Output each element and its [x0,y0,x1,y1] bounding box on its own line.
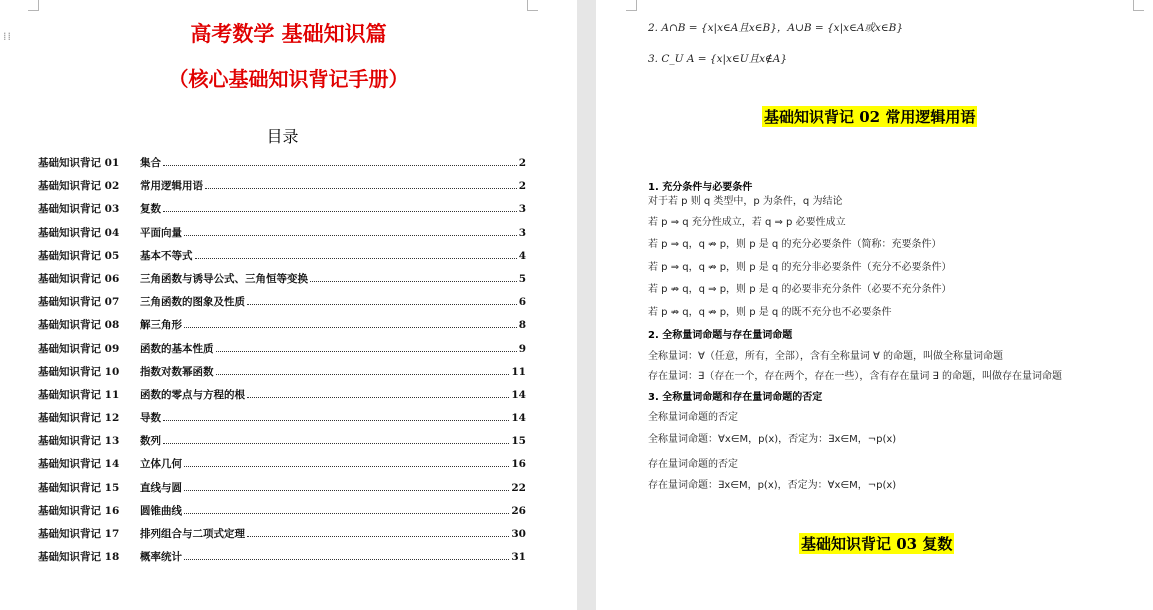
table-of-contents [38,155,526,572]
toc-entry-name: 概率统计 [140,551,182,564]
toc-entry[interactable] [38,178,526,201]
drag-handle-icon[interactable]: ⁞⁞ [3,30,12,43]
toc-leader-dots [163,420,509,421]
text-line: 全称量词命题：∀x∈M，p(x)，否定为：∃x∈M，¬p(x) [648,434,897,445]
toc-entry-number: 基础知识背记 09 [38,342,120,355]
toc-entry[interactable] [38,526,526,549]
toc-entry[interactable] [38,503,526,526]
toc-entry-name: 复数 [140,203,161,216]
set-formula-complement: 3. C_U A = {x|x∈U且x∉A} [648,53,788,65]
toc-entry-page: 30 [511,528,526,540]
toc-entry-page: 31 [511,551,526,564]
toc-entry-name: 解三角形 [140,319,182,332]
toc-entry-number: 基础知识背记 01 [38,157,120,169]
toc-entry[interactable] [38,317,526,340]
text-line: 若 p ⇒ q，q ⇏ p，则 p 是 q 的充分必要条件（简称：充要条件） [648,239,942,250]
text-line: 存在量词命题的否定 [648,459,738,470]
toc-leader-dots [163,443,509,444]
toc-entry[interactable] [38,549,526,572]
toc-entry-page: 3 [518,226,526,239]
toc-entry-name: 三角函数与诱导公式、三角恒等变换 [140,272,308,285]
toc-entry[interactable] [38,201,526,224]
subsection-title: 3. 全称量词命题和存在量词命题的否定 [648,392,823,403]
toc-entry-page: 14 [511,388,526,401]
toc-entry-page: 11 [511,365,526,378]
toc-heading: 目录 [266,127,299,146]
crop-mark [527,0,538,11]
toc-leader-dots [247,304,517,305]
toc-entry-name: 函数的基本性质 [140,342,214,355]
toc-leader-dots [163,165,517,166]
toc-leader-dots [205,188,517,189]
toc-entry-page: 3 [518,203,526,216]
text-line: 若 p ⇒ q 充分性成立，若 q ⇒ p 必要性成立 [648,217,846,228]
toc-entry-name: 常用逻辑用语 [140,180,203,193]
toc-entry-page: 14 [511,412,526,425]
toc-entry-name: 平面向量 [140,226,182,239]
crop-mark [1133,0,1144,11]
page-gutter [577,0,596,610]
toc-entry-number: 基础知识背记 15 [38,481,120,494]
toc-leader-dots [216,374,510,375]
toc-entry[interactable] [38,155,526,178]
right-page [596,0,1153,610]
toc-entry[interactable] [38,480,526,503]
toc-entry-number: 基础知识背记 10 [38,365,120,378]
toc-entry-number: 基础知识背记 02 [38,180,120,193]
toc-entry-page: 26 [511,504,526,517]
toc-leader-dots [163,211,517,212]
crop-mark [626,0,637,11]
toc-leader-dots [184,327,517,328]
toc-leader-dots [247,536,509,537]
toc-entry-number: 基础知识背记 04 [38,226,120,239]
toc-entry[interactable] [38,433,526,456]
toc-entry-page: 15 [511,435,526,448]
toc-entry-page: 22 [511,481,526,494]
toc-entry-number: 基础知识背记 06 [38,272,120,285]
text-line: 全称量词：∀（任意，所有，全部），含有全称量词 ∀ 的命题，叫做全称量词命题 [648,351,1004,362]
toc-entry-name: 数列 [140,435,161,448]
toc-entry-name: 导数 [140,412,161,425]
toc-entry[interactable] [38,225,526,248]
toc-entry-name: 指数对数幂函数 [140,365,214,378]
toc-entry-name: 基本不等式 [140,249,193,262]
toc-entry-number: 基础知识背记 18 [38,551,120,564]
toc-entry-page: 16 [511,458,526,471]
document-title: 高考数学 基础知识篇 [190,21,387,46]
toc-entry-number: 基础知识背记 08 [38,319,120,332]
toc-entry-page: 2 [518,180,526,193]
crop-mark [28,0,39,11]
toc-entry-number: 基础知识背记 05 [38,249,120,262]
toc-entry[interactable] [38,271,526,294]
toc-leader-dots [184,513,509,514]
toc-entry-page: 2 [518,157,526,169]
text-line: 对于若 p 则 q 类型中，p 为条件，q 为结论 [648,196,843,207]
toc-leader-dots [195,258,517,259]
toc-entry-name: 排列组合与二项式定理 [140,528,245,540]
toc-entry-number: 基础知识背记 13 [38,435,120,448]
text-line: 存在量词：∃（存在一个，存在两个，存在一些），含有存在量词 ∃ 的命题，叫做存在量词命题 [648,371,1062,382]
toc-entry-number: 基础知识背记 03 [38,203,120,216]
toc-entry[interactable] [38,248,526,271]
toc-entry-name: 三角函数的图象及性质 [140,296,245,309]
toc-entry-name: 立体几何 [140,458,182,471]
toc-entry-name: 圆锥曲线 [140,504,182,517]
toc-entry-number: 基础知识背记 17 [38,528,120,540]
toc-leader-dots [216,351,517,352]
toc-entry[interactable] [38,410,526,433]
toc-leader-dots [184,490,509,491]
toc-leader-dots [310,281,517,282]
toc-entry-number: 基础知识背记 11 [38,388,120,401]
subsection-title: 2. 全称量词命题与存在量词命题 [648,330,793,341]
toc-leader-dots [184,235,517,236]
set-formula-intersection-union: 2. A∩B = {x|x∈A且x∈B}，A∪B = {x|x∈A或x∈B} [648,22,904,34]
toc-leader-dots [247,397,509,398]
toc-entry[interactable] [38,387,526,410]
toc-leader-dots [184,559,509,560]
document-subtitle: （核心基础知识背记手册） [168,67,409,91]
toc-entry-number: 基础知识背记 12 [38,412,120,425]
text-line: 全称量词命题的否定 [648,412,738,423]
text-line: 若 p ⇏ q，q ⇏ p，则 p 是 q 的既不充分也不必要条件 [648,307,892,318]
toc-entry-page: 5 [518,272,526,285]
section-title-03: 基础知识背记 03 复数 [801,535,953,553]
text-line: 存在量词命题：∃x∈M，p(x)，否定为：∀x∈M，¬p(x) [648,480,897,491]
text-line: 若 p ⇏ q，q ⇒ p，则 p 是 q 的必要非充分条件（必要不充分条件） [648,284,952,295]
text-line: 若 p ⇒ q，q ⇏ p，则 p 是 q 的充分非必要条件（充分不必要条件） [648,262,952,273]
toc-entry[interactable] [38,294,526,317]
toc-entry-number: 基础知识背记 16 [38,504,120,517]
subsection-title: 1. 充分条件与必要条件 [648,182,753,193]
section-title-02: 基础知识背记 02 常用逻辑用语 [764,108,976,126]
toc-entry-page: 4 [518,249,526,262]
toc-entry[interactable] [38,456,526,479]
toc-leader-dots [184,466,509,467]
toc-entry-page: 8 [518,319,526,332]
toc-entry-name: 直线与圆 [140,481,182,494]
toc-entry-page: 6 [518,296,526,309]
toc-entry-name: 函数的零点与方程的根 [140,388,245,401]
toc-entry[interactable] [38,364,526,387]
toc-entry[interactable] [38,341,526,364]
toc-entry-number: 基础知识背记 14 [38,458,120,471]
toc-entry-page: 9 [518,342,526,355]
toc-entry-name: 集合 [140,157,161,169]
toc-entry-number: 基础知识背记 07 [38,296,120,309]
